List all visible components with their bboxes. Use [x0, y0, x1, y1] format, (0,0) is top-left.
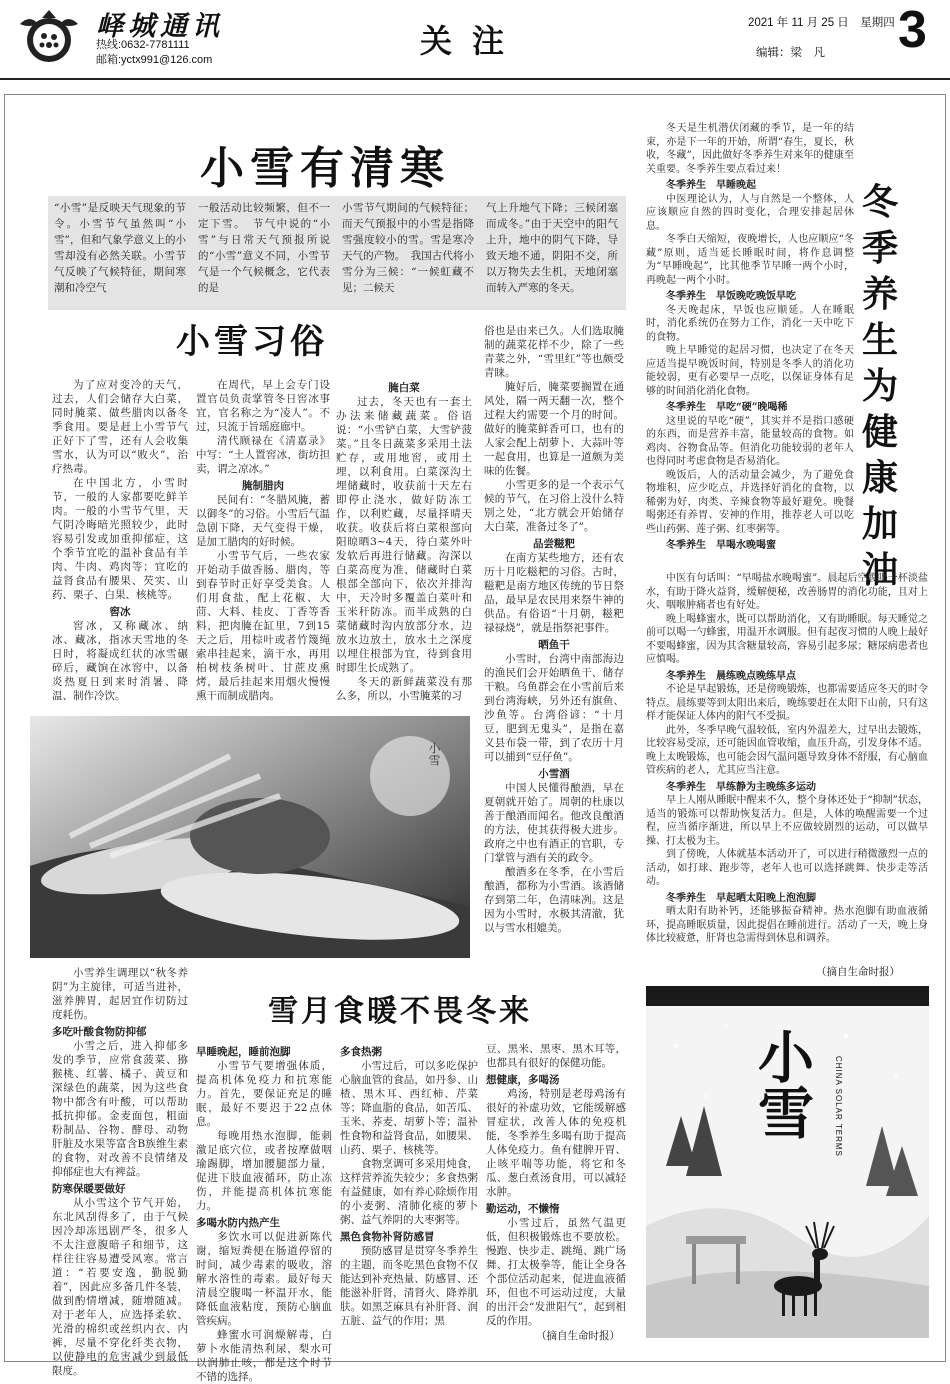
poster-subtitle: CHINA SOLAR TERMS — [834, 1056, 843, 1157]
article2-col-4 — [484, 324, 624, 935]
paragraph: 晚饭后，人的活动量会减少，为了避免食物堆积，应少吃点，并选择好消化的食物，以稀粥为好，肉类、辛辣食物等最好避免。晚餐喝粥还有养胃、安神的作用，推荐老人可以吃些山药粥、莲子粥、红枣粥等。 — [646, 469, 854, 535]
article4-text-bottom — [646, 572, 928, 946]
subheading: 多喝水防内热产生 — [196, 1217, 280, 1229]
paragraph: 蜂蜜水可润燥解毒，白萝卜水能清热利尿，梨水可以润肺止咳，都是这个时节不错的选择。 — [196, 1329, 332, 1383]
subheading: 冬季养生 早吃“硬”晚喝稀 — [666, 402, 788, 413]
subheading: 防寒保暖要做好 — [52, 1183, 126, 1195]
paragraph: 民间有：“冬腊风腌，蓄以御冬”的习俗。小雪后气温急剧下降，天气变得干燥，是加工腊肉的好时候。 — [196, 494, 330, 548]
paragraph: 从小雪这个节气开始，东北风刮得多了，由于气候因冷却冻迅剧严冬，很多人不太注意腹暗子和细节，这样往往容易遭受风寒。常言道：“若要安逸，勤脱勤着”，因此应多备几件冬装，做到酌情增减，随增随减。对于老年人，应选择柔软、光滑的棉织或丝织内衣、内裤，尽量不穿化纤类衣物，以使静电的危害减少到最低限度。 — [52, 1197, 188, 1377]
subheading: 品尝糍粑 — [533, 538, 575, 550]
article2-col-3 — [336, 378, 472, 703]
article1-intro-box — [48, 196, 626, 310]
snow-vegetable-photo — [30, 716, 470, 958]
paragraph: 每晚用热水泡脚，能刺激足底穴位，或者按摩做咽瑜踢脚，增加腰腿部力量，促进下肢血液循环，防止冻伤，并能提高机体抗寒能力。 — [196, 1130, 332, 1212]
subheading: 冬季养生 早喝水晚喝蜜 — [666, 540, 776, 551]
article3-col-1 — [52, 966, 188, 1378]
subheading: 腌制腊肉 — [242, 480, 284, 492]
paragraph: 中医理论认为，人与自然是一个整体，人应该顺应自然的四时变化，合理安排起居休息。 — [646, 193, 854, 232]
article4-title: 冬季养生为健康加油 — [862, 182, 899, 591]
paragraph: 不论是早起锻炼，还是傍晚锻炼，也都需要适应冬天的时令特点。晨练要等到太阳出来后，晚练要赶在太阳下山前，只有这样才能保证人体内的阳气不受损。 — [646, 684, 928, 722]
paragraph: 预防感冒是贯穿冬季养生的主题，而冬吃黑色食物不仅能达到补充热量、防感冒、还能滋补肝肾，清肾火、降养肌肤。如黑芝麻具有补肝肾、润五脏、益气的作用；黑 — [340, 1245, 478, 1327]
paragraph: 小雪节气要增强体质，提高机体免疫力和抗寒能力。首先，要保证充足的睡眠，最好不要迟于22点休息。 — [196, 1060, 332, 1128]
subheading: 多食热粥 — [340, 1046, 382, 1058]
paragraph: 小雪节气后，一些农家开始动手做香肠、腊肉，等到春节时正好享受美食。人们用食盐，配上花椒、大茴、大料、桂皮、丁香等香料，把肉腌在缸里，7到15天之后，用棕叶或者竹篾绳索串挂起来，滴干水，再用柏树枝条树叶、甘蔗皮熏烤，最后挂起来用烟火慢慢熏干而制成腊肉。 — [196, 550, 330, 702]
paragraph: 冬季白天缩短，夜晚增长，人也应顺应“冬藏”原则，适当延长睡眠时间，将作息调整为“早睡晚起”，比其他季节早睡一两个小时，再晚起一两个小时。 — [646, 234, 854, 286]
paragraph: 中国人民懂得酿酒，早在夏朝就开始了。周朝的杜康以善于酿酒而闻名。他改良酿酒的方法，使其获得极大进步。政府之中也有酒正的官职，专门掌管与酒有关的政令。 — [484, 782, 624, 864]
paragraph: 晒太阳有助补钙，还能够振奋精神。热水泡脚有助血液循环，提高睡眠质量，因此提倡在睡前进行。活动了一天，晚上身体比较疲惫，肝肾也急需得到休息和调养。 — [646, 906, 928, 944]
issue-date: 2021 年 11 月 25 日 星期四 — [748, 17, 895, 29]
paragraph: 小雪过后，虽然气温更低，但积极锻炼也不要放松。慢跑、快步走、跳绳、跳广场舞、打太极拳等，能让全身各个部位活动起来，促进血液循环，但也不可运动过度，大量的出汗会“发泄阳气”，起到相反的作用。 — [486, 1217, 626, 1327]
subheading: 冬季养生 早睡晚起 — [666, 180, 756, 191]
article3-title: 雪月食暖不畏冬来 — [268, 994, 532, 1029]
article3-col-3 — [340, 1042, 478, 1328]
article3-credit: （摘自生命时报） — [536, 1330, 620, 1342]
paragraph: 小雪之后，进入抑郁多发的季节，应常食菠菜、猕猴桃、红薯、橘子、黄豆和深绿色的蔬菜，因为这些食物中都含有叶酸，可以帮助抵抗抑郁。金麦面包，粗面粉制品、谷物、酵母、动物肝脏及水果等富含B族维生素的食物，对改善不良情绪及抑郁症也大有裨益。 — [52, 1040, 188, 1178]
paragraph: 到了傍晚，人体就基本活动开了，可以进行稍微激烈一点的活动，如打球、跑步等，老年人也可以选择跳舞、快步走等活动。 — [646, 849, 928, 887]
xiaoxue-poster — [646, 986, 929, 1338]
masthead — [0, 0, 950, 80]
poster-title: 小雪 — [749, 1028, 815, 1140]
paragraph: 冬天是生机潜伏闭藏的季节，是一年的结束，亦是下一年的开始，所谓“春生，夏长，秋收，冬藏”，因此做好冬季养生对来年的健康至关重要。冬季养生要点看过来！ — [646, 123, 854, 175]
subheading: 冬季养生 早练静为主晚练多运动 — [666, 781, 816, 793]
subheading: 冬季养生 早起晒太阳晚上泡泡脚 — [666, 892, 816, 904]
intro-col-2: 一般活动比较频繁，但不一定下雪。 节气中说的“小雪”与日常天气预报所说的“小雪”意义不同，小雪节气是一个气候概念，它代表的是 — [198, 202, 330, 294]
pomegranate-logo-icon — [14, 6, 84, 68]
intro-col-4: 气上升地气下降；三候闭塞而成冬。”由于天空中的阳气上升，地中的阴气下降，导致天地不通，阴阳不交，所以万物失去生机，天地闭塞而转入严寒的冬天。 — [486, 202, 618, 294]
article1-title: 小雪有清寒 — [200, 143, 450, 194]
subheading: 冬季养生 早饭晚吃晚饭早吃 — [666, 291, 796, 302]
paragraph: 清代顾禄在《清嘉录》中写：“土人置窖冰，街坊担卖，谓之凉冰。” — [196, 435, 330, 475]
page-number: 3 — [898, 1, 927, 59]
paragraph: 小雪时，台湾中南部海边的渔民们会开始晒鱼干、储存干粮。乌鱼群会在小雪前后来到台湾海峡，另外还有旗鱼、沙鱼等。台湾俗谚：“十月豆，肥到无鬼头”，是指在嘉义县布袋一带，到了农历十月可以捕到“豆仔鱼”。 — [484, 653, 624, 763]
paragraph: 在南方某些地方，还有农历十月吃糍粑的习俗。古时，糍粑是南方地区传统的节日祭品，最早是农民用来祭牛神的供品。有俗语“十月朝，糍粑禄禄烧”，就是指祭祀事件。 — [484, 552, 624, 634]
paragraph: 这里说的早吃“硬”，其实并不是指口感硬的东西，而是营养丰富，能量较高的食物。如鸡肉、谷物食品等。但消化功能较弱的老年人也得同时考虑食物是否易消化。 — [646, 415, 854, 467]
paragraph: 过去，冬天也有一套土办法来储藏蔬菜。俗语说：“小雪铲白菜，大雪铲菠菜。”且冬日蔬菜多采用土法贮存，或用地窖，或用土埋，以利食用。白菜深沟土埋储藏时，收获前十天左右即停止浇水，做好防冻工作，以利贮藏，尽量择晴天收获。收获后将白菜根部向阳晾晒3~4天，待白菜外叶发软后再进行储藏。沟深以白菜高度为准，储藏时白菜根部全部向下，依次并排沟中，天冷时多覆盖白菜叶和玉米秆防冻。而半成熟的白菜储藏时沟内放部分水，边放水边放土，放水土之深度以埋住根部为宜，待到食用时即生长成熟了。 — [336, 396, 472, 674]
article2-col-1 — [52, 378, 188, 703]
article2-title: 小雪习俗 — [176, 322, 328, 362]
article4-credit: （摘自生命时报） — [816, 966, 900, 978]
paragraph: 为了应对变冷的天气，过去，人们会储存大白菜，同时腌菜、做些腊肉以备冬季食用。要是赶上小雪节气正好下了雪，还有人会收集雪水，认为可以“败火”，治疗热毒。 — [52, 379, 188, 475]
subheading: 勤运动，不懒惰 — [486, 1203, 560, 1215]
subheading: 黑色食物补肾防感冒 — [340, 1231, 435, 1243]
paragraph: 中医有句话叫：“早喝盐水晚喝蜜”。晨起后空腹喝一杯淡盐水，有助于降火益肾，缓解便秘，改善肠胃的消化功能，且对上火、咽喉肿痛者也有好处。 — [646, 573, 928, 611]
article2-col-2 — [196, 378, 330, 703]
subheading: 想健康，多喝汤 — [486, 1074, 560, 1086]
subheading: 冬季养生 晨练晚点晚练早点 — [666, 670, 796, 682]
intro-col-1: “小雪”是反映天气现象的节令。小雪节气虽然叫“小雪”，但和气象学意义上的小雪却没有必然关联。小雪节气反映了气候特征，期间寒潮和冷空气 — [54, 202, 186, 294]
paragraph: 晚上早睡觉的起居习惯，也决定了在冬天应适当提早晚饭时间，特别是冬季人的消化功能较弱，更有必要早一点吃，以保证身体有足够的时间消化消化食物。 — [646, 345, 854, 397]
paragraph: 多饮水可以促进新陈代谢，缩短粪便在肠道停留的时间，减少毒素的吸收，溶解水溶性的毒素。最好每天清晨空腹喝一杯温开水，能降低血液粘度，预防心脑血管疾病。 — [196, 1231, 332, 1327]
paragraph: 俗也是由来已久。人们选取腌制的蔬菜花样不少，除了一些青菜之外，“雪里红”等也颇受青睐。 — [484, 325, 624, 379]
paragraph: 小雪过后，可以多吃保护心脑血管的食品，如丹参、山楂、黑木耳、西红柿、芹菜等；降血脂的食品，如苦瓜、玉米、荞麦、胡萝卜等；温补性食物和益肾食品，如腰果、山药、栗子、核桃等。 — [340, 1060, 478, 1156]
paragraph: 小雪更多的是一个表示气候的节气，在习俗上没什么特别之处，“北方就会开始储存大白菜，准备过冬了”。 — [484, 479, 624, 533]
subheading: 窖冰 — [109, 606, 131, 618]
article3-col-2 — [196, 1042, 332, 1384]
subheading: 晒鱼干 — [538, 639, 570, 651]
subheading: 小雪酒 — [538, 768, 570, 780]
photo-image — [30, 716, 470, 958]
paragraph: 在中国北方，小雪时节，一般的人家都要吃鲜羊肉。一般的小雪节气里，天气阴冷晦暗光照较少，此时容易引发或加重抑郁症，这个季节宜吃的温补食品有羊肉、牛肉、鸡肉等；宜吃的益肾食品有腰果、芡实、山药、栗子、白果、核桃等。 — [52, 477, 188, 601]
paragraph: 豆、黑米、黑枣、黑木耳等，也都具有很好的保健功能。 — [486, 1043, 626, 1069]
contact-info — [96, 38, 212, 68]
article3-col-4 — [486, 1042, 626, 1328]
paragraph: 腌好后，腌菜要搁置在通风处，隔一两天翻一次，整个过程大约需要一个月的时间。做好的腌菜鲜香可口，也有的人家会配上胡萝卜、大蒜叶等一起食用，也算是一道颇为美味的佐餐。 — [484, 381, 624, 477]
paragraph: 此外，冬季早晚气温较低，室内外温差大，过早出去锻炼，比较容易受凉，还可能因血管收缩，血压升高，引发身体不适。晚上太晚锻炼，也可能会因气温问题导致身体不舒服，有心脑血管疾病的老人，尤其应当注意。 — [646, 724, 928, 776]
article4-text-top — [646, 122, 854, 553]
paragraph: 晚上喝蜂蜜水，既可以帮助消化，又有助睡眠。每天睡觉之前可以喝一勺蜂蜜，用温开水调服。但有起夜习惯的人晚上最好不要喝蜂蜜，因为其含糖量较高，容易引起多尿；糖尿病患者也应慎喝。 — [646, 613, 928, 665]
section-title: 关注 — [420, 22, 525, 60]
paragraph: 早上人刚从睡眠中醒来不久，整个身体还处于“抑制”状态，适当的锻炼可以帮助恢复活力。但是，人体的唤醒需要一个过程，应当循序渐进，所以早上不应做较剧烈的运动，可以做早操、打太极为主。 — [646, 795, 928, 847]
email: 邮箱:yctx991@126.com — [96, 54, 213, 66]
paragraph: 鸡汤，特别是老母鸡汤有很好的补虚功效，它能缓解感冒症状，改善人体的免疫机能，冬季养生多喝有助于提高人体免疫力。鱼有健脾开胃、止咳平喘等功能，将它和冬瓜、葱白煮汤食用，可以减轻水肿。 — [486, 1088, 626, 1198]
photo-caption: 小雪 — [427, 742, 441, 766]
paragraph: 冬天的新鲜蔬菜没有那么多，所以，小雪腌菜的习 — [336, 676, 472, 702]
intro-col-3: 小雪节气期间的气候特征；而天气预报中的小雪是指降雪强度较小的雪。雪是寒冷天气的产物。 我国古代将小雪分为三候：“一候虹藏不见；二候天 — [342, 202, 474, 294]
paragraph: 酿酒多在冬季，在小雪后酿酒，都称为小雪酒。该酒储存到第二年，色清味冽。这是因为小雪时，水极其清澈，犹以与雪水相媲美。 — [484, 866, 624, 934]
subheading: 腌白菜 — [388, 382, 420, 394]
paragraph: 冬天晚起床，早饭也应顺延。人在睡眠时，消化系统仍在努力工作，消化一天中吃下的食物。 — [646, 304, 854, 343]
paragraph: 窖冰，又称藏冰、纳冰、藏冰，指冰天雪地的冬日时，将凝成红状的冰雪碾碎后，藏饷在冰窖中，以备炎热夏日到来时消暑、降温、制作冷饮。 — [52, 620, 188, 702]
paper-name: 峄城通讯 — [96, 11, 224, 42]
paragraph: 在周代，早上会专门设置官员负责掌管冬日窖冰事宜，官名称之为“凌人”。不过，只流于旨瑶庭廊中。 — [196, 379, 330, 433]
paragraph: 小雪养生调理以“秋冬养阴”为主旋律，可适当进补，滋养脾胃，起居宜作切防过度耗伤。 — [52, 967, 188, 1021]
editor: 编辑：梁 凡 — [756, 47, 825, 59]
hotline: 热线:0632-7781111 — [96, 39, 190, 51]
subheading: 早睡晚起，睡前泡脚 — [196, 1046, 291, 1058]
subheading: 多吃叶酸食物防抑郁 — [52, 1026, 147, 1038]
paragraph: 食物烹调可多采用炖食，这样营养流失较少；多食热粥有益健康，如有养心除烦作用的小麦粥、清肺化痰的萝卜粥、益气养阴的大枣粥等。 — [340, 1158, 478, 1226]
